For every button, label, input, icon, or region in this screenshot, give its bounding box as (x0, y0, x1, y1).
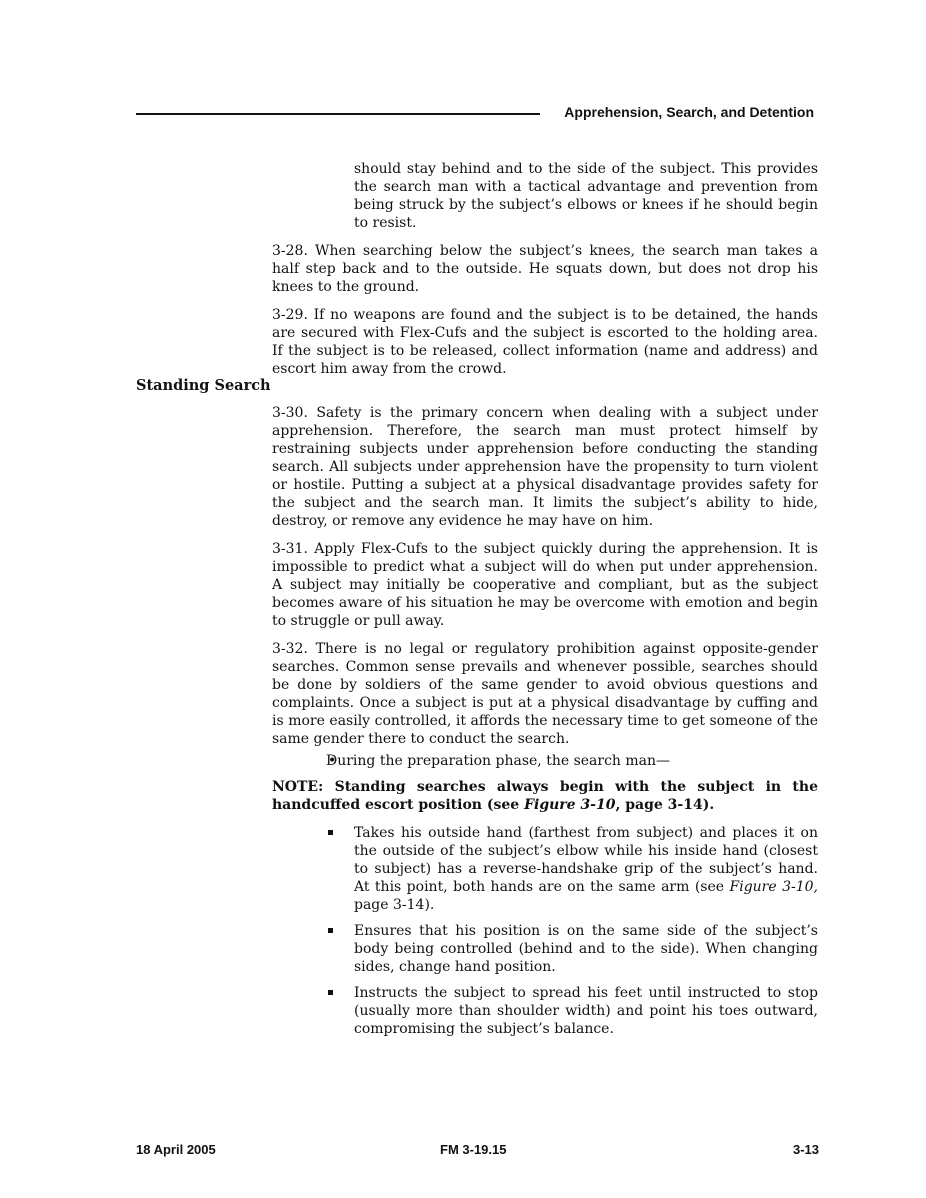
bullet-text: • During the preparation phase, the search man— (326, 753, 671, 769)
note-prefix: NOTE: Standing searches always begin with the subject in the handcuffed escort position (see (272, 779, 818, 813)
paragraph-3-29: 3-29. If no weapons are found and the subject is to be detained, the hands are secured with Flex-Cufs and the subject is escorted to the holding area. If the subject is to be released, collect information (name and address) and escort him away from the crowd. (272, 307, 818, 377)
search-man-steps-list (272, 824, 818, 1038)
paragraph-3-28: 3-28. When searching below the subject’s knees, the search man takes a half step back and to the outside. He squats down, but does not drop his knees to the ground. (272, 243, 818, 295)
list-item (272, 824, 818, 914)
paragraph-3-30: 3-30. Safety is the primary concern when dealing with a subject under apprehension. Therefore, the search man must protect himself by restraining subjects under apprehension before conducting the standing search. All subjects under apprehension have the propensity to turn violent or hostile. Putting a subject at a physical disadvantage provides safety for the subject and the search man. It limits the subject’s ability to hide, destroy, or remove any evidence he may have on him. (272, 405, 818, 529)
note-suffix: , page 3-14). (615, 797, 715, 813)
item-text-before: Takes his outside hand (farthest from subject) and places it on the outside of the subject’s elbow while his inside hand (closest to subject) has a reverse-handshake grip of the subject’s hand. At this point, both hands are on the same arm (see (354, 825, 818, 895)
continuation-paragraph: should stay behind and to the side of the subject. This provides the search man with a tactical advantage and prevention from being struck by the subject’s elbows or knees if he should begin to resist. (354, 161, 818, 231)
square-bullet-icon (328, 928, 333, 933)
body-block-top (272, 160, 818, 388)
item-text-before: Instructs the subject to spread his feet until instructed to stop (usually more than shoulder width) and point his toes outward, compromising the subject’s balance. (354, 985, 818, 1037)
item-figure-ref: Figure 3-10, (729, 879, 819, 895)
bullet-preparation-phase (272, 752, 818, 770)
list-item (272, 922, 818, 976)
running-header-title: Apprehension, Search, and Detention (564, 104, 814, 120)
footer-manual-number: FM 3-19.15 (440, 1142, 507, 1157)
item-text-before: Ensures that his position is on the same side of the subject’s body being controlled (behind and to the side). When changing sides, change hand position. (354, 923, 818, 975)
footer-date: 18 April 2005 (136, 1142, 216, 1157)
section-heading-standing-search: Standing Search (136, 377, 271, 394)
header-rule (136, 113, 540, 115)
note-standing-searches (272, 778, 818, 814)
paragraph-3-32: 3-32. There is no legal or regulatory prohibition against opposite-gender searches. Common sense prevails and whenever possible, searches should be done by soldiers of the same gender to avoid obvious questions and complaints. Once a subject is put at a physical disadvantage by cuffing and is more easily controlled, it affords the necessary time to get someone of the same gender there to conduct the search. (272, 641, 818, 747)
square-bullet-icon (328, 990, 333, 995)
item-text-after: page 3-14). (354, 897, 435, 913)
paragraph-3-31: 3-31. Apply Flex-Cufs to the subject quickly during the apprehension. It is impossible to predict what a subject will do when put under apprehension. A subject may initially be cooperative and compliant, but as the subject becomes aware of his situation he may be overcome with emotion and begin to struggle or pull away. (272, 541, 818, 629)
list-item (272, 984, 818, 1038)
note-figure-ref: Figure 3-10 (524, 797, 616, 813)
footer-page-number: 3-13 (792, 1142, 819, 1157)
square-bullet-icon (328, 830, 333, 835)
body-block-standing-search (272, 404, 818, 1046)
